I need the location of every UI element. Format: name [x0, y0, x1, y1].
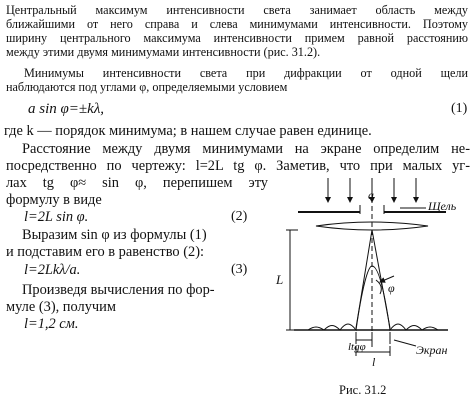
- paragraph-3: где k — порядок минимума; в нашем случае равен единице.: [4, 123, 372, 139]
- label-screen: Экран: [416, 343, 448, 357]
- paragraph-4-line-1: Расстояние между двумя минимумами на экране определим не-: [22, 141, 470, 157]
- result: l=1,2 см.: [24, 316, 79, 332]
- figure-caption: Рис. 31.2: [339, 383, 387, 397]
- label-angle: φ: [388, 281, 395, 295]
- equation-3: l=2Lkλ/a.: [24, 262, 81, 278]
- paragraph-5-line-1: Выразим sin φ из формулы (1): [22, 227, 207, 243]
- label-distance: L: [276, 272, 284, 287]
- paragraph-5-line-2: и подставим его в равенство (2):: [6, 244, 204, 260]
- paragraph-4-line-3: лах tg φ≈ sin φ, перепишем эту: [6, 175, 268, 191]
- equation-2-number: (2): [231, 209, 248, 224]
- paragraph-6-line-2: муле (3), получим: [6, 299, 116, 315]
- paragraph-1-line-4: между этими двумя минимумами интенсивности (рис. 31.2).: [6, 45, 321, 59]
- paragraph-1-line-3: ширину центрального максимума интенсивности примем равной расстоянию: [6, 31, 468, 45]
- label-lower-width: ltgφ: [348, 341, 366, 353]
- equation-1-number: (1): [451, 101, 468, 116]
- paragraph-1-line-1: Центральный максимум интенсивности света занимает область между: [6, 3, 468, 17]
- equation-1: a sin φ=±kλ,: [28, 101, 105, 117]
- label-width-full: l: [372, 355, 376, 369]
- screen-leader: [394, 340, 416, 346]
- paragraph-1-line-2: ближайшими от него справа и слева минимумами интенсивности. Поэтому: [6, 17, 468, 31]
- paragraph-2-line-1: Минимумы интенсивности света при дифракции от одной щели: [24, 66, 468, 80]
- label-slit: Щель: [428, 199, 457, 213]
- paragraph-4-line-4: формулу в виде: [6, 192, 102, 208]
- paragraph-6-line-1: Произведя вычисления по фор-: [22, 282, 215, 298]
- paragraph-4-line-2: посредственно по чертежу: l=2L tg φ. Заметив, что при малых уг-: [6, 158, 470, 174]
- equation-3-number: (3): [231, 262, 248, 277]
- equation-2: l=2L sin φ.: [24, 209, 89, 225]
- diffraction-figure: [268, 168, 474, 382]
- intensity-curve: [308, 266, 438, 330]
- label-slit-width: a: [368, 188, 374, 202]
- paragraph-2-line-2: наблюдаются под углами φ, определяемыми условием: [6, 80, 288, 94]
